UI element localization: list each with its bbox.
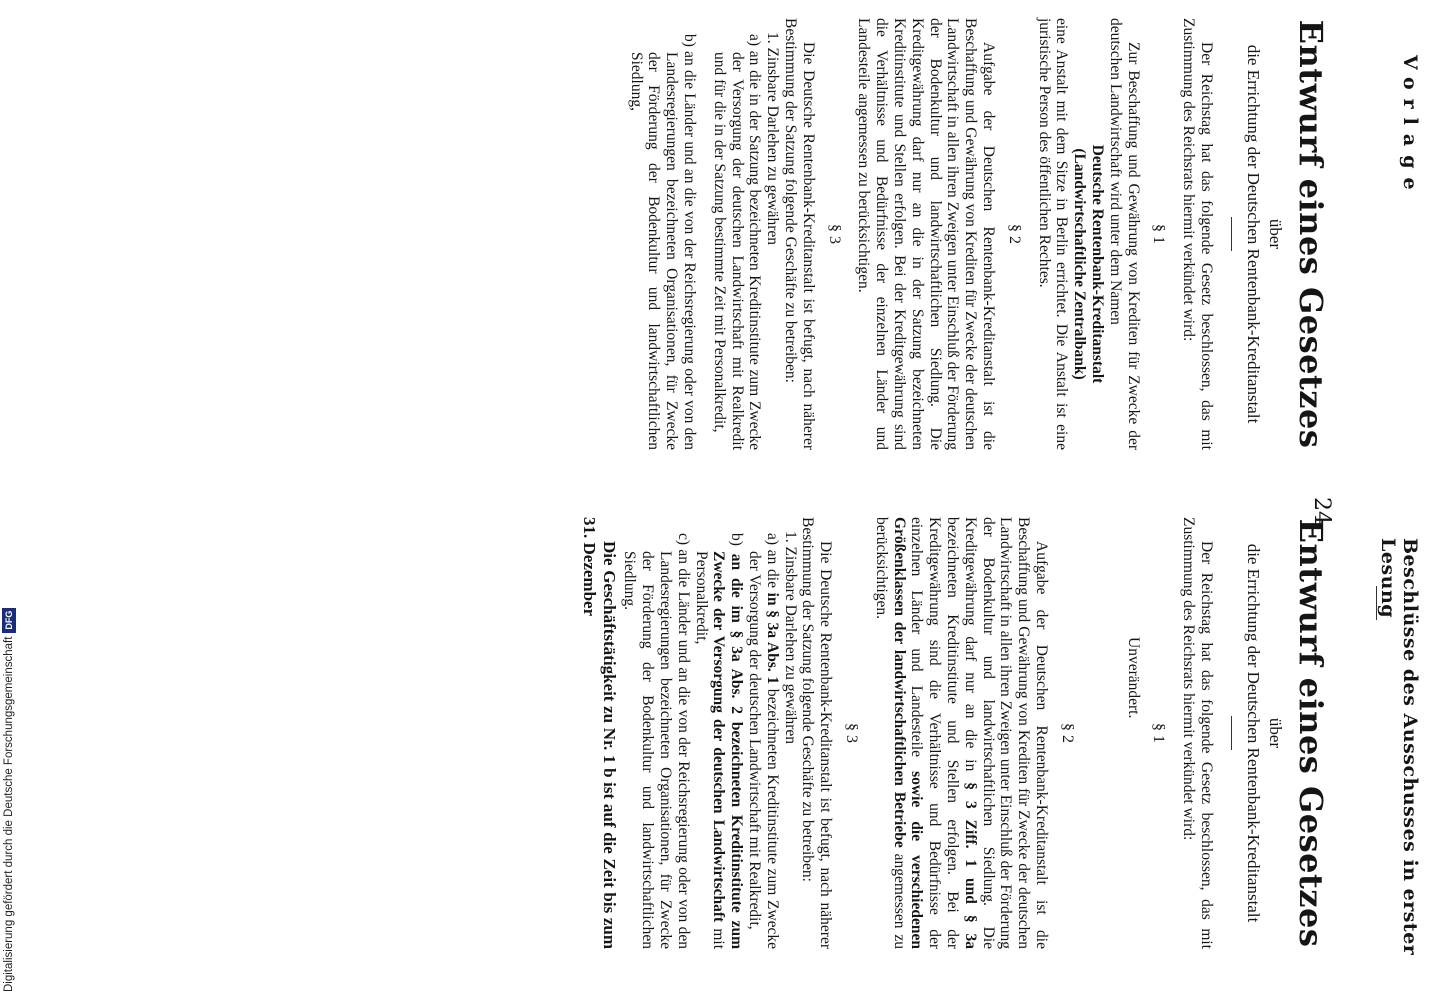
left-s2-sign: § 2 <box>1005 224 1023 244</box>
left-s1-name: Deutsche Rentenbank-Kreditanstalt (Landwirtschaftliche Zentralbank) <box>1071 144 1107 384</box>
right-s3-a-part2: bezeichneten Kreditinstitute zum Zwecke der Versorgung der deutschen Landwirtschaft mit Realkredit, <box>746 551 781 950</box>
right-s2-part1: Aufgabe der Deutschen Rentenbank-Kreditanstalt ist die Beschaffung und Gewährung von Krediten für Zwecke der deutschen Landwirtschaft in allen ihren Zweigen unter Einschluß der Förderung der Bodenkultur und landwirtschaftlichen Siedlung. Die Kreditgewährung darf nur an die in <box>961 517 1051 949</box>
left-s3-item-b: b) an die Länder und an die von der Reichsregierung oder von den Landesregierungen bezeichneten Organisationen, für Zwecke der Förderung der Bodenkultur und landwirtschaftlichen Siedlung, <box>627 34 699 450</box>
right-s3-a-part1: a) an die <box>763 533 781 588</box>
right-preamble: Der Reichstag hat das folgende Gesetz beschlossen, das mit Zustimmung des Reichsrats hiermit verkündet wird: <box>1180 517 1215 949</box>
right-s1-text: Unverändert. <box>1124 637 1142 719</box>
right-s2-part3: angemessen zu berücksichtigen. <box>872 517 908 950</box>
right-s3-b-bold: an die im § 3a Abs. 2 bezeichneten Kreditinstitute zum Zwecke der Versorgung der deutschen Landwirtschaft <box>710 551 746 950</box>
left-s3-item-a: a) an die in der Satzung bezeichneten Kreditinstitute zum Zwecke der Versorgung der deutschen Landwirtschaft mit Realkredit und für die in der Satzung bestimmte Zeit mit Personalkredit, <box>710 34 764 450</box>
right-s3-item-c: c) an die Länder und an die von der Reichsregierung oder von den Landesregierungen bezeichneten Organisationen, für Zwecke der Förderung der Bodenkultur und landwirtschaftlichen Siedlung. <box>621 533 692 949</box>
header-right-label: Beschlüsse des Ausschusses in erster Lesung <box>1377 538 1421 956</box>
left-s3-text: Die Deutsche Rentenbank-Kreditanstalt ist befugt, nach näherer Bestimmung der Satzung folgende Geschäfte zu betreiben: <box>782 18 817 450</box>
left-title-rule <box>1231 217 1232 251</box>
right-s2-sign: § 2 <box>1058 723 1076 743</box>
left-s3-sign: § 3 <box>825 224 843 244</box>
right-column-beschluesse <box>579 517 1334 949</box>
right-ueber: über <box>1266 717 1285 749</box>
page-number: 24 <box>1309 497 1334 525</box>
right-s3-b-part1: b) <box>728 533 746 546</box>
right-s3-a-bold: in § 3a Abs. 1 <box>763 592 781 685</box>
left-s1-text: Zur Beschaffung und Gewährung von Krediten für Zwecke der deutschen Landwirtschaft wird unter dem Namen <box>1106 18 1142 450</box>
right-s3-sign: § 3 <box>843 723 861 743</box>
right-s2-part2: bezeichneten Kreditinstitute und Stellen erfolgen. Bei der Kreditgewährung sind die Verhältnisse und Bedürfnisse der einzelnen Länder und Landesteile <box>908 517 962 949</box>
right-s3-item-a <box>745 533 781 950</box>
header-left-label: Vorlage <box>1399 55 1421 199</box>
header-rule <box>1376 586 1377 620</box>
left-column-vorlage <box>627 18 1334 450</box>
right-s2-bold2: sowie die verschiedenen Größenklassen der landwirtschaftlichen Betriebe <box>890 517 926 949</box>
left-preamble: Der Reichstag hat das folgende Gesetz beschlossen, das mit Zustimmung des Reichsrats hiermit verkündet wird: <box>1180 18 1215 450</box>
dfg-footer <box>0 0 22 1000</box>
left-s3-item1: 1. Zinsbare Darlehen zu gewähren <box>764 32 782 246</box>
right-s1-sign: § 1 <box>1150 723 1168 743</box>
dfg-credit-text: Digitalisierung gefördert durch die Deutsche Forschungsgemeinschaft <box>3 636 15 992</box>
left-s2-text: Aufgabe der Deutschen Rentenbank-Kreditanstalt ist die Beschaffung und Gewährung von Krediten für Zwecke der deutschen Landwirtschaft in allen ihren Zweigen unter Einschluß der Förderung der Bodenkultur und landwirtschaftlichen Siedlung. Die Kreditgewährung darf nur an die in der Satzung bezeichneten Kreditinstitute und Stellen erfolgen. Bei der Kreditgewährung sind die Verhältnisse und Bedürfnisse der einzelnen Länder und Landesteile angemessen zu berücksichtigen. <box>855 18 998 450</box>
left-ueber: über <box>1266 218 1285 250</box>
right-s3-final-bold: Die Geschäftstätigkeit zu Nr. 1 b ist auf die Zeit bis zum 31. Dezember <box>579 517 619 949</box>
right-subtitle: die Errichtung der Deutschen Rentenbank-Kreditanstalt <box>1244 543 1263 923</box>
left-subtitle: die Errichtung der Deutschen Rentenbank-Kreditanstalt <box>1244 44 1263 424</box>
right-title: Entwurf eines Gesetzes <box>1292 518 1330 948</box>
right-s2-paragraph <box>872 517 1050 949</box>
right-s3-text: Die Deutsche Rentenbank-Kreditanstalt ist befugt, nach näherer Bestimmung der Satzung folgende Geschäfte zu betreiben: <box>799 517 835 949</box>
left-title: Entwurf eines Gesetzes <box>1292 19 1330 449</box>
right-s3-b-part2: mit Personalkredit, <box>692 551 728 950</box>
left-s1-text2: eine Anstalt mit dem Sitze in Berlin errichtet. Die Anstalt ist eine juristische Person des öffentlichen Rechtes. <box>1035 18 1071 450</box>
right-title-rule <box>1231 716 1232 750</box>
right-s2-bold1: § 3 Ziff. 1 und § 3a <box>961 782 979 950</box>
left-s1-sign: § 1 <box>1150 224 1168 244</box>
right-s3-item-b <box>692 533 746 950</box>
dfg-logo: DFG <box>2 608 16 633</box>
right-s3-item1: 1. Zinsbare Darlehen zu gewähren <box>781 531 799 745</box>
